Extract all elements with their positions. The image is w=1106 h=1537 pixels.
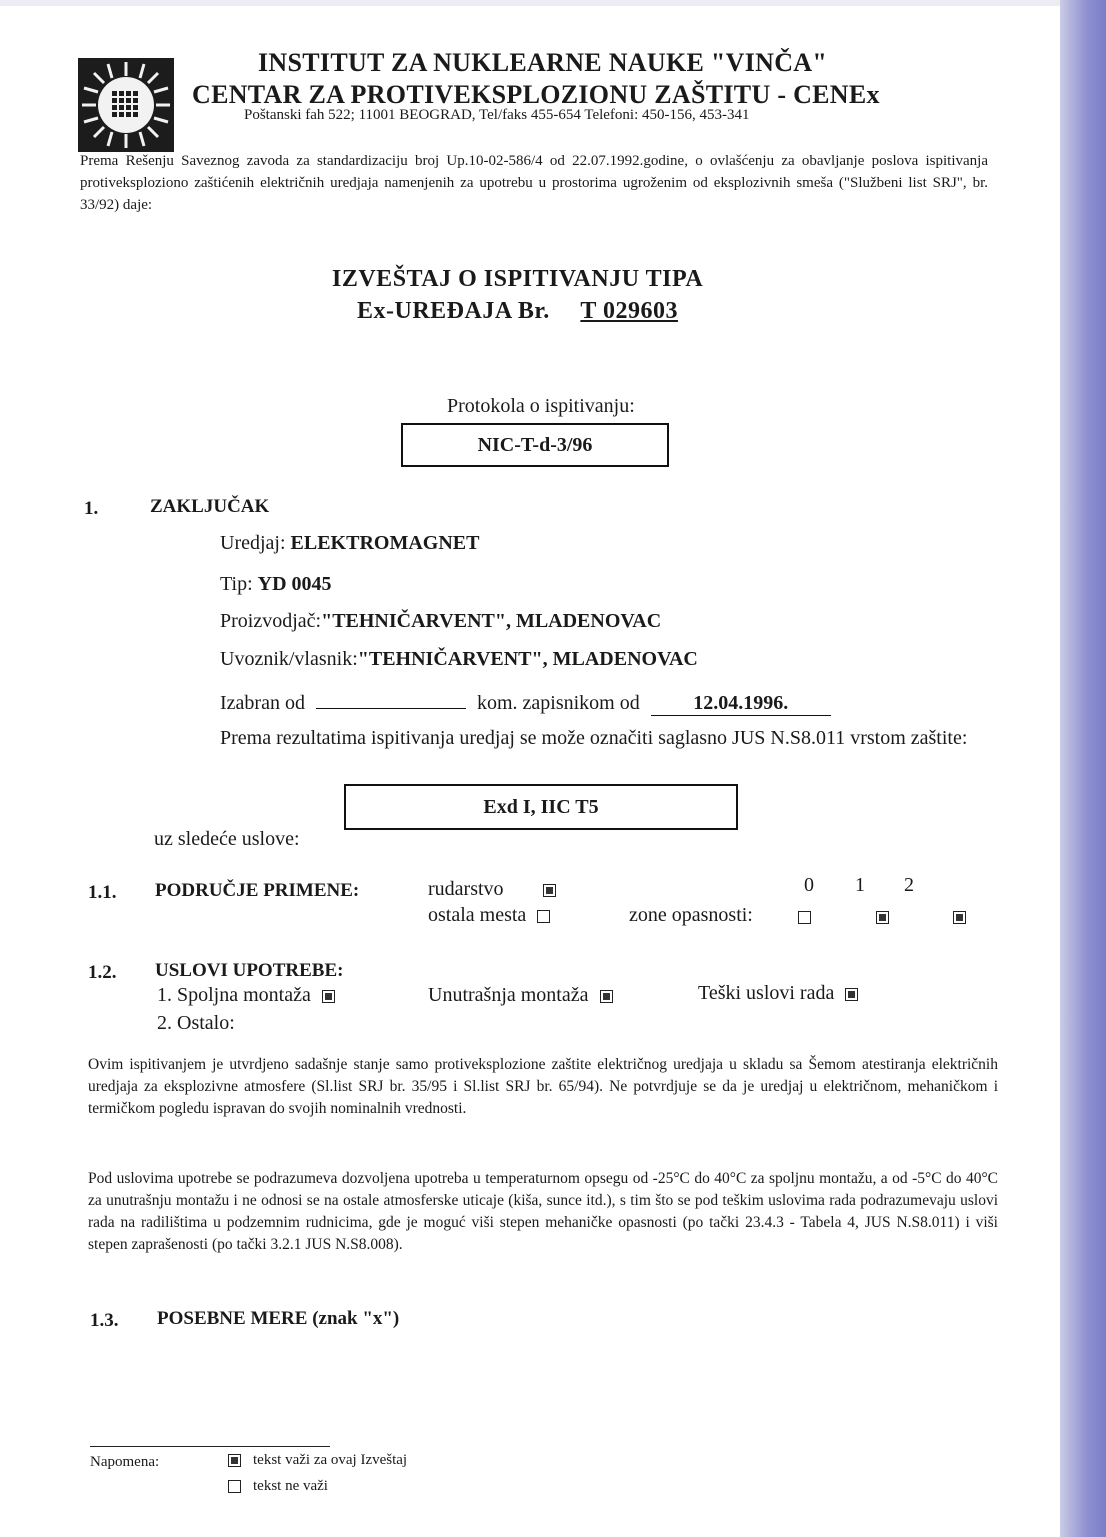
scan-top-edge: [0, 0, 1060, 6]
zone-0-header: 0: [804, 874, 814, 896]
zone-2-header: 2: [904, 874, 914, 896]
outdoor-row: [157, 984, 335, 1007]
zone-1-checkbox[interactable]: [876, 911, 889, 924]
importer-label: Uvoznik/vlasnik:: [220, 648, 358, 670]
zones-label: zone opasnosti:: [629, 904, 753, 926]
result-text: Prema rezultatima ispitivanja uredjaj se može označiti saglasno JUS N.S8.011 vrstom zaštite:: [220, 727, 968, 749]
note-label: Napomena:: [90, 1454, 160, 1470]
heavy-checkbox[interactable]: [845, 988, 858, 1001]
conditions-label: uz sledeće uslove:: [154, 828, 300, 850]
note-invalid-label: tekst ne važi: [253, 1478, 328, 1494]
scan-right-edge: [1060, 0, 1106, 1537]
mining-checkbox[interactable]: [543, 884, 556, 897]
type-row: [220, 573, 332, 596]
report-number: T 029603: [580, 298, 678, 324]
section-1-title: ZAKLJUČAK: [150, 496, 270, 517]
outdoor-label: 1. Spoljna montaža: [157, 984, 311, 1006]
device-row: [220, 532, 479, 555]
zone-2-checkbox[interactable]: [953, 911, 966, 924]
selected-label: Izabran od: [220, 692, 305, 714]
institute-address: Poštanski fah 522; 11001 BEOGRAD, Tel/faks 455-654 Telefoni: 450-156, 453-341: [244, 107, 750, 123]
center-name: CENTAR ZA PROTIVEKSPLOZIONU ZAŠTITU - CENEx: [192, 80, 880, 109]
other-conditions: 2. Ostalo:: [157, 1012, 235, 1034]
section-1-2-number: 1.2.: [88, 962, 117, 983]
importer-value: "TEHNIČARVENT", MLADENOVAC: [357, 648, 698, 670]
section-1-3-title: POSEBNE MERE (znak "x"): [157, 1308, 400, 1329]
heavy-label: Teški uslovi rada: [698, 982, 835, 1004]
zone-0-checkbox[interactable]: [798, 911, 811, 924]
heavy-row: [698, 982, 858, 1005]
mining-row: [428, 878, 556, 901]
section-1-number: 1.: [84, 498, 99, 519]
note-invalid-checkbox[interactable]: [228, 1480, 241, 1493]
note-valid-label: tekst važi za ovaj Izveštaj: [253, 1452, 408, 1468]
type-value: YD 0045: [257, 573, 332, 595]
report-subtitle-prefix: Ex-UREĐAJA Br.: [357, 298, 550, 324]
other-places-row: [428, 904, 550, 927]
institute-logo-icon: [78, 58, 174, 152]
section-1-2-title: USLOVI UPOTREBE:: [155, 960, 344, 981]
section-1-1-number: 1.1.: [88, 882, 117, 903]
intro-paragraph: Prema Rešenju Saveznog zavoda za standardizaciju broj Up.10-02-586/4 od 22.07.1992.godine, o ovlašćenju za obavljanje poslova ispitivanja protiveksplozionо zaštićenih električnih uredjaja namenjenih za upotrebu u prostorima ugroženim od eksplozivnih smeša ("Službeni list SRJ", br. 33/92) daje:: [80, 153, 988, 213]
protocol-label: Protokola o ispitivanju:: [447, 395, 635, 417]
device-label: Uredjaj:: [220, 532, 286, 554]
manufacturer-row: [220, 610, 661, 633]
importer-row: [220, 648, 698, 671]
paragraph-conditions: Pod uslovima upotrebe se podrazumeva dozvoljena upotreba u temperaturnom opsegu od -25°C do 40°C za spoljnu montažu, a od -5°C do 40°C za unutrašnju montažu i ne odnosi se na ostale atmosferske uticaje (kiša, sunce itd.), s tim što se pod teškim uslovima rada podrazumevaju uslovi rada na radilištima u podzemnim rudnicima, gde je moguć viši stepen mehaničke opasnosti (po tački 23.4.3 - Tabela 4, JUS N.S8.011) i viši stepen zaprašenosti (po tački 3.2.1 JUS N.S8.008).: [88, 1170, 998, 1253]
note-valid-checkbox[interactable]: [228, 1454, 241, 1467]
mining-label: rudarstvo: [428, 878, 504, 900]
manufacturer-label: Proizvodjač:: [220, 610, 322, 632]
indoor-checkbox[interactable]: [600, 990, 613, 1003]
section-1-1-title: PODRUČJE PRIMENE:: [155, 880, 360, 901]
record-label: kom. zapisnikom od: [476, 692, 640, 714]
protection-type: Exd I, IIC T5: [344, 784, 738, 830]
other-places-checkbox[interactable]: [537, 910, 550, 923]
indoor-row: [428, 984, 613, 1007]
record-value: 12.04.1996.: [651, 692, 831, 716]
selected-row: [220, 688, 831, 716]
report-subtitle: [357, 298, 678, 325]
footnote-rule: [90, 1446, 330, 1447]
selected-value: [316, 688, 466, 709]
device-value: ELEKTROMAGNET: [290, 532, 480, 554]
other-places-label: ostala mesta: [428, 904, 527, 926]
manufacturer-value: "TEHNIČARVENT", MLADENOVAC: [321, 610, 662, 632]
paragraph-validity: Ovim ispitivanjem je utvrdjeno sadašnje stanje samo protiveksplozione zaštite električnog uredjaja u skladu sa Šemom atestiranja električnih uredjaja za eksplozivne atmosfere (Sl.list SRJ br. 35/95 i Sl.list SRJ br. 65/94). Ne potvrdjuje se da je uredjaj u električnom, mehaničkom i termičkom pogledu ispravan do svojih nominalnih vrednosti.: [88, 1056, 998, 1117]
report-title: IZVEŠTAJ O ISPITIVANJU TIPA: [332, 266, 704, 292]
indoor-label: Unutrašnja montaža: [428, 984, 589, 1006]
zone-1-header: 1: [855, 874, 865, 896]
protocol-value: NIC-T-d-3/96: [401, 423, 669, 467]
outdoor-checkbox[interactable]: [322, 990, 335, 1003]
type-label: Tip:: [220, 573, 253, 595]
section-1-3-number: 1.3.: [90, 1310, 119, 1331]
note-invalid-row: [228, 1478, 328, 1495]
note-valid-row: [228, 1452, 407, 1469]
institute-name: INSTITUT ZA NUKLEARNE NAUKE "VINČA": [258, 48, 828, 77]
